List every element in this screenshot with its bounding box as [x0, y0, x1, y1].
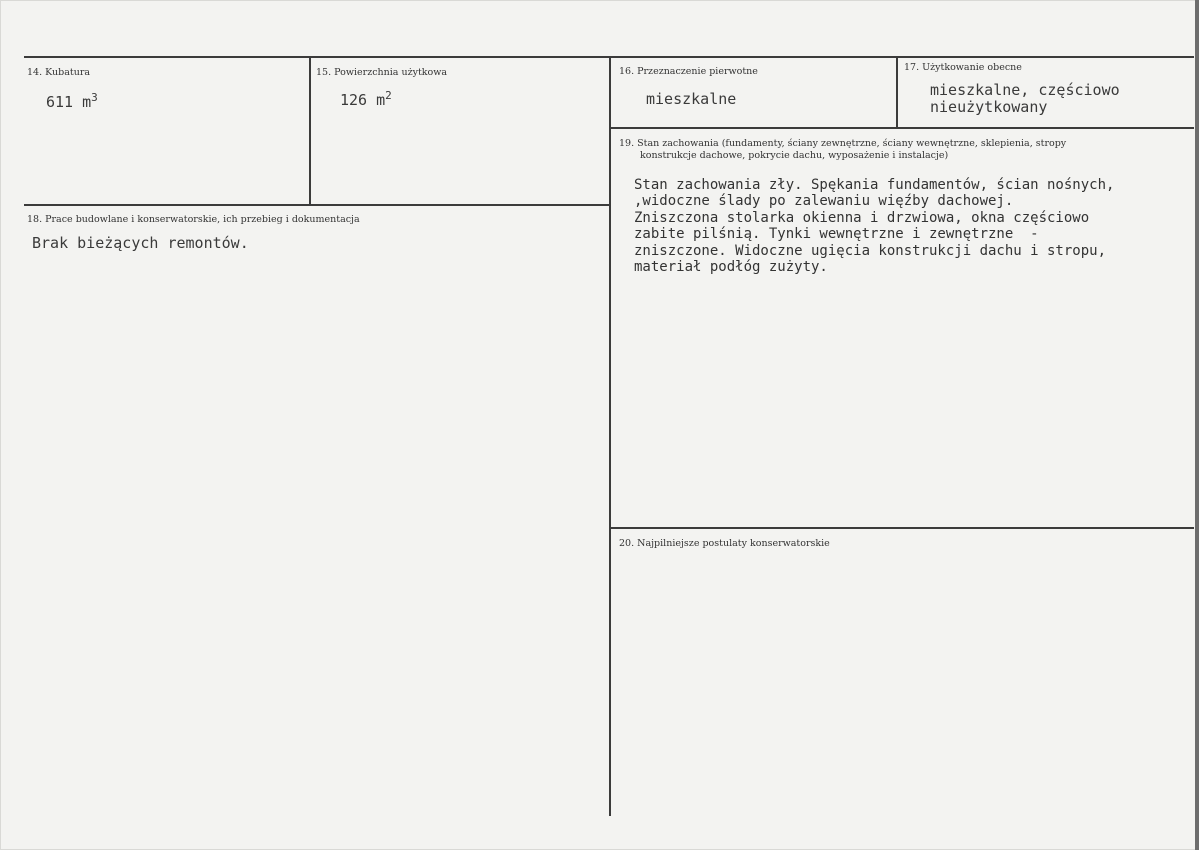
rule-below-14-15 [24, 204, 611, 206]
stan-value-line-2: ,widoczne ślady po zalewaniu więźby dachowej. [634, 193, 1014, 209]
stan-value-line-1: Stan zachowania zły. Spękania fundamentów, ścian nośnych, [634, 177, 1115, 193]
rule-below-16-17 [611, 127, 1194, 129]
divider-main [609, 56, 611, 816]
stan-label-line-1: 19. Stan zachowania (fundamenty, ściany zewnętrzne, ściany wewnętrzne, sklepienia, stropy [619, 138, 1067, 149]
powierzchnia-label: 15. Powierzchnia użytkowa [316, 67, 448, 78]
stan-value-line-4: zabite pilśnią. Tynki wewnętrzne i zewnętrzne - [634, 226, 1039, 242]
card-edge [1195, 0, 1199, 850]
kubatura-exponent: 3 [91, 91, 98, 104]
rule-below-19 [611, 527, 1194, 529]
uzytkowanie-value-line-2: nieużytkowany [930, 98, 1048, 116]
powierzchnia-number: 126 m [340, 91, 386, 109]
uzytkowanie-value-line-1: mieszkalne, częściowo [930, 81, 1120, 99]
postulaty-label: 20. Najpilniejsze postulaty konserwatorskie [619, 538, 830, 549]
prace-value: Brak bieżących remontów. [32, 234, 249, 252]
divider-16-17 [896, 56, 898, 128]
kubatura-number: 611 m [46, 93, 92, 111]
uzytkowanie-label: 17. Użytkowanie obecne [904, 62, 1022, 73]
stan-value-line-6: materiał podłóg zużyty. [634, 259, 828, 275]
stan-label-line-2: konstrukcje dachowe, pokrycie dachu, wyposażenie i instalacje) [640, 150, 949, 161]
przeznaczenie-value: mieszkalne [646, 90, 737, 108]
stan-value-line-5: zniszczone. Widoczne ugięcia konstrukcji dachu i stropu, [634, 243, 1107, 259]
kubatura-value [46, 90, 98, 110]
prace-label: 18. Prace budowlane i konserwatorskie, ich przebieg i dokumentacja [27, 214, 360, 225]
przeznaczenie-label: 16. Przeznaczenie pierwotne [619, 66, 758, 77]
stan-value-line-3: Zniszczona stolarka okienna i drzwiowa, okna częściowo [634, 210, 1090, 226]
kubatura-label: 14. Kubatura [27, 67, 91, 78]
divider-14-15 [309, 56, 311, 206]
powierzchnia-exponent: 2 [385, 89, 392, 102]
powierzchnia-value [340, 88, 392, 108]
